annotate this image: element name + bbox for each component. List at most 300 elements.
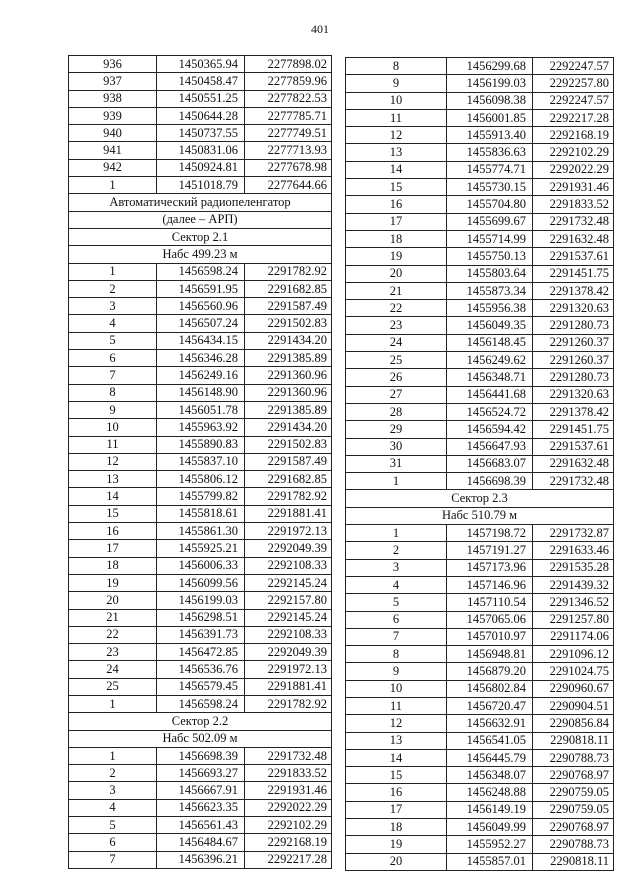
point-number-cell: 20 [346, 853, 447, 870]
y-coordinate-cell: 2291280.73 [533, 369, 614, 386]
y-coordinate-cell: 2290818.11 [533, 732, 614, 749]
x-coordinate-cell: 1450924.81 [157, 159, 245, 176]
y-coordinate-cell: 2292145.24 [245, 609, 332, 626]
point-number-cell: 24 [69, 661, 157, 678]
x-coordinate-cell: 1456667.91 [157, 782, 245, 799]
point-number-cell: 7 [346, 628, 447, 645]
point-number-cell: 21 [346, 282, 447, 299]
x-coordinate-cell: 1456199.03 [447, 75, 533, 92]
y-coordinate-cell: 2291385.89 [245, 401, 332, 418]
point-number-cell: 6 [346, 611, 447, 628]
x-coordinate-cell: 1456391.73 [157, 626, 245, 643]
y-coordinate-cell: 2291502.83 [245, 315, 332, 332]
y-coordinate-cell: 2292217.28 [533, 109, 614, 126]
point-number-cell: 8 [346, 646, 447, 663]
y-coordinate-cell: 2291632.48 [533, 455, 614, 472]
section-heading: Сектор 2.2 [69, 713, 332, 730]
table-row [69, 125, 332, 142]
table-row [69, 505, 332, 522]
x-coordinate-cell: 1456346.28 [157, 350, 245, 367]
table-row [69, 142, 332, 159]
table-row [346, 455, 614, 472]
table-row [346, 213, 614, 230]
point-number-cell: 5 [346, 594, 447, 611]
point-number-cell: 2 [346, 542, 447, 559]
table-row [346, 282, 614, 299]
y-coordinate-cell: 2290759.05 [533, 801, 614, 818]
table-row [346, 732, 614, 749]
x-coordinate-cell: 1456536.76 [157, 661, 245, 678]
section-heading-row [346, 490, 614, 507]
y-coordinate-cell: 2291385.89 [245, 350, 332, 367]
point-number-cell: 939 [69, 107, 157, 124]
table-row [346, 680, 614, 697]
x-coordinate-cell: 1456249.62 [447, 352, 533, 369]
table-row [346, 127, 614, 144]
table-row [346, 784, 614, 801]
point-number-cell: 1 [69, 747, 157, 764]
y-coordinate-cell: 2292102.29 [533, 144, 614, 161]
y-coordinate-cell: 2292049.39 [245, 540, 332, 557]
y-coordinate-cell: 2291257.80 [533, 611, 614, 628]
point-number-cell: 1 [69, 263, 157, 280]
x-coordinate-cell: 1456348.07 [447, 767, 533, 784]
table-row [346, 611, 614, 628]
x-coordinate-cell: 1456006.33 [157, 557, 245, 574]
x-coordinate-cell: 1456299.68 [447, 58, 533, 75]
x-coordinate-cell: 1456199.03 [157, 592, 245, 609]
point-number-cell: 3 [346, 559, 447, 576]
y-coordinate-cell: 2290856.84 [533, 715, 614, 732]
y-coordinate-cell: 2292102.29 [245, 817, 332, 834]
point-number-cell: 19 [69, 574, 157, 591]
section-heading: Набс 502.09 м [69, 730, 332, 747]
x-coordinate-cell: 1450644.28 [157, 107, 245, 124]
x-coordinate-cell: 1456632.91 [447, 715, 533, 732]
y-coordinate-cell: 2277678.98 [245, 159, 332, 176]
x-coordinate-cell: 1456298.51 [157, 609, 245, 626]
table-row [346, 438, 614, 455]
point-number-cell: 26 [346, 369, 447, 386]
x-coordinate-cell: 1450458.47 [157, 73, 245, 90]
point-number-cell: 8 [69, 384, 157, 401]
y-coordinate-cell: 2277859.96 [245, 73, 332, 90]
section-heading-row [69, 713, 332, 730]
y-coordinate-cell: 2291451.75 [533, 265, 614, 282]
x-coordinate-cell: 1456541.05 [447, 732, 533, 749]
point-number-cell: 938 [69, 90, 157, 107]
y-coordinate-cell: 2292247.57 [533, 92, 614, 109]
point-number-cell: 10 [346, 92, 447, 109]
point-number-cell: 2 [69, 280, 157, 297]
y-coordinate-cell: 2291502.83 [245, 436, 332, 453]
y-coordinate-cell: 2291434.20 [245, 332, 332, 349]
x-coordinate-cell: 1455857.01 [447, 853, 533, 870]
point-number-cell: 17 [346, 801, 447, 818]
point-number-cell: 8 [346, 58, 447, 75]
x-coordinate-cell: 1455704.80 [447, 196, 533, 213]
point-number-cell: 942 [69, 159, 157, 176]
table-row [346, 386, 614, 403]
point-number-cell: 21 [69, 609, 157, 626]
x-coordinate-cell: 1456248.88 [447, 784, 533, 801]
table-row [69, 817, 332, 834]
x-coordinate-cell: 1456598.24 [157, 695, 245, 712]
y-coordinate-cell: 2277713.93 [245, 142, 332, 159]
x-coordinate-cell: 1456148.90 [157, 384, 245, 401]
point-number-cell: 17 [69, 540, 157, 557]
section-heading: (далее – АРП) [69, 211, 332, 228]
y-coordinate-cell: 2292022.29 [245, 799, 332, 816]
y-coordinate-cell: 2292049.39 [245, 644, 332, 661]
x-coordinate-cell: 1456647.93 [447, 438, 533, 455]
table-row [346, 196, 614, 213]
table-row [69, 851, 332, 868]
point-number-cell: 18 [346, 230, 447, 247]
x-coordinate-cell: 1456948.81 [447, 646, 533, 663]
x-coordinate-cell: 1457198.72 [447, 525, 533, 542]
point-number-cell: 22 [346, 300, 447, 317]
x-coordinate-cell: 1456099.56 [157, 574, 245, 591]
coordinates-table-left [68, 55, 332, 869]
x-coordinate-cell: 1455925.21 [157, 540, 245, 557]
point-number-cell: 6 [69, 350, 157, 367]
point-number-cell: 4 [69, 799, 157, 816]
point-number-cell: 1 [69, 695, 157, 712]
x-coordinate-cell: 1456149.19 [447, 801, 533, 818]
point-number-cell: 3 [69, 782, 157, 799]
x-coordinate-cell: 1456249.16 [157, 367, 245, 384]
x-coordinate-cell: 1457146.96 [447, 576, 533, 593]
table-row [69, 661, 332, 678]
table-row [346, 265, 614, 282]
point-number-cell: 15 [69, 505, 157, 522]
table-row [69, 384, 332, 401]
x-coordinate-cell: 1455818.61 [157, 505, 245, 522]
point-number-cell: 23 [346, 317, 447, 334]
table-row [69, 609, 332, 626]
y-coordinate-cell: 2290768.97 [533, 819, 614, 836]
y-coordinate-cell: 2292168.19 [245, 834, 332, 851]
y-coordinate-cell: 2290759.05 [533, 784, 614, 801]
y-coordinate-cell: 2290904.51 [533, 697, 614, 714]
table-row [69, 557, 332, 574]
x-coordinate-cell: 1450831.06 [157, 142, 245, 159]
y-coordinate-cell: 2290788.73 [533, 749, 614, 766]
table-row [69, 644, 332, 661]
x-coordinate-cell: 1456098.38 [447, 92, 533, 109]
x-coordinate-cell: 1455750.13 [447, 248, 533, 265]
table-row [346, 628, 614, 645]
x-coordinate-cell: 1456445.79 [447, 749, 533, 766]
x-coordinate-cell: 1456441.68 [447, 386, 533, 403]
point-number-cell: 17 [346, 213, 447, 230]
page-number: 401 [311, 22, 329, 36]
x-coordinate-cell: 1456720.47 [447, 697, 533, 714]
point-number-cell: 7 [69, 851, 157, 868]
y-coordinate-cell: 2277785.71 [245, 107, 332, 124]
table-row [346, 853, 614, 870]
table-row [69, 350, 332, 367]
table-row [346, 715, 614, 732]
point-number-cell: 16 [69, 523, 157, 540]
table-row [69, 765, 332, 782]
table-row [69, 782, 332, 799]
table-row [69, 159, 332, 176]
table-row [69, 298, 332, 315]
point-number-cell: 11 [346, 697, 447, 714]
y-coordinate-cell: 2291587.49 [245, 298, 332, 315]
point-number-cell: 14 [346, 161, 447, 178]
point-number-cell: 31 [346, 455, 447, 472]
table-row [346, 525, 614, 542]
x-coordinate-cell: 1456560.96 [157, 298, 245, 315]
x-coordinate-cell: 1456001.85 [447, 109, 533, 126]
table-row [69, 90, 332, 107]
point-number-cell: 7 [69, 367, 157, 384]
section-heading-row [69, 228, 332, 245]
table-row [69, 592, 332, 609]
point-number-cell: 12 [346, 127, 447, 144]
x-coordinate-cell: 1455799.82 [157, 488, 245, 505]
y-coordinate-cell: 2292145.24 [245, 574, 332, 591]
point-number-cell: 1 [346, 473, 447, 490]
x-coordinate-cell: 1457010.97 [447, 628, 533, 645]
table-row [346, 317, 614, 334]
y-coordinate-cell: 2291682.85 [245, 280, 332, 297]
point-number-cell: 18 [69, 557, 157, 574]
y-coordinate-cell: 2277644.66 [245, 177, 332, 194]
table-row [346, 697, 614, 714]
point-number-cell: 12 [69, 453, 157, 470]
coordinates-table-left-body [69, 56, 332, 869]
x-coordinate-cell: 1455774.71 [447, 161, 533, 178]
y-coordinate-cell: 2291972.13 [245, 523, 332, 540]
y-coordinate-cell: 2277898.02 [245, 56, 332, 73]
table-row [346, 352, 614, 369]
table-row [69, 73, 332, 90]
y-coordinate-cell: 2291732.48 [245, 747, 332, 764]
y-coordinate-cell: 2291881.41 [245, 678, 332, 695]
section-heading: Набс 510.79 м [346, 507, 614, 524]
table-row [69, 574, 332, 591]
table-row [346, 75, 614, 92]
y-coordinate-cell: 2291451.75 [533, 421, 614, 438]
table-row [346, 230, 614, 247]
point-number-cell: 941 [69, 142, 157, 159]
table-row [69, 107, 332, 124]
y-coordinate-cell: 2291633.46 [533, 542, 614, 559]
y-coordinate-cell: 2291587.49 [245, 453, 332, 470]
table-row [69, 280, 332, 297]
point-number-cell: 25 [69, 678, 157, 695]
table-row [69, 315, 332, 332]
y-coordinate-cell: 2291682.85 [245, 471, 332, 488]
table-row [346, 576, 614, 593]
point-number-cell: 28 [346, 403, 447, 420]
section-heading: Сектор 2.3 [346, 490, 614, 507]
table-row [69, 523, 332, 540]
y-coordinate-cell: 2291434.20 [245, 419, 332, 436]
x-coordinate-cell: 1456049.99 [447, 819, 533, 836]
y-coordinate-cell: 2291320.63 [533, 300, 614, 317]
x-coordinate-cell: 1455699.67 [447, 213, 533, 230]
point-number-cell: 9 [346, 663, 447, 680]
y-coordinate-cell: 2291174.06 [533, 628, 614, 645]
y-coordinate-cell: 2291537.61 [533, 248, 614, 265]
y-coordinate-cell: 2291346.52 [533, 594, 614, 611]
y-coordinate-cell: 2291378.42 [533, 282, 614, 299]
table-row [346, 300, 614, 317]
table-row [346, 248, 614, 265]
section-heading-row [69, 246, 332, 263]
y-coordinate-cell: 2291972.13 [245, 661, 332, 678]
x-coordinate-cell: 1456698.39 [447, 473, 533, 490]
y-coordinate-cell: 2277822.53 [245, 90, 332, 107]
y-coordinate-cell: 2291535.28 [533, 559, 614, 576]
x-coordinate-cell: 1455803.64 [447, 265, 533, 282]
x-coordinate-cell: 1456049.35 [447, 317, 533, 334]
x-coordinate-cell: 1450737.55 [157, 125, 245, 142]
y-coordinate-cell: 2290788.73 [533, 836, 614, 853]
point-number-cell: 5 [69, 332, 157, 349]
point-number-cell: 10 [346, 680, 447, 697]
x-coordinate-cell: 1456348.71 [447, 369, 533, 386]
table-row [346, 334, 614, 351]
x-coordinate-cell: 1455836.63 [447, 144, 533, 161]
x-coordinate-cell: 1450365.94 [157, 56, 245, 73]
section-heading: Сектор 2.1 [69, 228, 332, 245]
table-row [69, 332, 332, 349]
section-heading-row [69, 211, 332, 228]
point-number-cell: 14 [346, 749, 447, 766]
table-row [69, 834, 332, 851]
y-coordinate-cell: 2291782.92 [245, 695, 332, 712]
table-row [346, 767, 614, 784]
y-coordinate-cell: 2292108.33 [245, 626, 332, 643]
point-number-cell: 9 [346, 75, 447, 92]
coordinates-table-right [345, 57, 614, 871]
y-coordinate-cell: 2291732.48 [533, 213, 614, 230]
point-number-cell: 15 [346, 767, 447, 784]
x-coordinate-cell: 1456434.15 [157, 332, 245, 349]
point-number-cell: 15 [346, 179, 447, 196]
table-row [69, 678, 332, 695]
x-coordinate-cell: 1455837.10 [157, 453, 245, 470]
point-number-cell: 1 [346, 525, 447, 542]
y-coordinate-cell: 2291732.87 [533, 525, 614, 542]
x-coordinate-cell: 1456879.20 [447, 663, 533, 680]
point-number-cell: 937 [69, 73, 157, 90]
table-row [69, 747, 332, 764]
table-row [69, 56, 332, 73]
point-number-cell: 11 [346, 109, 447, 126]
table-row [346, 663, 614, 680]
y-coordinate-cell: 2291439.32 [533, 576, 614, 593]
section-heading: Набс 499.23 м [69, 246, 332, 263]
table-row [346, 819, 614, 836]
x-coordinate-cell: 1455714.99 [447, 230, 533, 247]
y-coordinate-cell: 2292217.28 [245, 851, 332, 868]
point-number-cell: 13 [69, 471, 157, 488]
x-coordinate-cell: 1456524.72 [447, 403, 533, 420]
point-number-cell: 18 [346, 819, 447, 836]
x-coordinate-cell: 1450551.25 [157, 90, 245, 107]
table-row [69, 401, 332, 418]
x-coordinate-cell: 1456148.45 [447, 334, 533, 351]
y-coordinate-cell: 2291360.96 [245, 384, 332, 401]
table-row [69, 799, 332, 816]
point-number-cell: 4 [69, 315, 157, 332]
table-row [346, 58, 614, 75]
point-number-cell: 1 [69, 177, 157, 194]
table-row [346, 559, 614, 576]
table-row [69, 436, 332, 453]
y-coordinate-cell: 2291632.48 [533, 230, 614, 247]
y-coordinate-cell: 2291096.12 [533, 646, 614, 663]
y-coordinate-cell: 2292257.80 [533, 75, 614, 92]
x-coordinate-cell: 1456507.24 [157, 315, 245, 332]
table-row [346, 179, 614, 196]
y-coordinate-cell: 2291782.92 [245, 263, 332, 280]
point-number-cell: 4 [346, 576, 447, 593]
point-number-cell: 19 [346, 248, 447, 265]
y-coordinate-cell: 2292022.29 [533, 161, 614, 178]
x-coordinate-cell: 1455963.92 [157, 419, 245, 436]
y-coordinate-cell: 2291881.41 [245, 505, 332, 522]
x-coordinate-cell: 1456484.67 [157, 834, 245, 851]
y-coordinate-cell: 2291931.46 [533, 179, 614, 196]
y-coordinate-cell: 2291260.37 [533, 334, 614, 351]
y-coordinate-cell: 2277749.51 [245, 125, 332, 142]
x-coordinate-cell: 1457065.06 [447, 611, 533, 628]
point-number-cell: 16 [346, 784, 447, 801]
x-coordinate-cell: 1456598.24 [157, 263, 245, 280]
x-coordinate-cell: 1455890.83 [157, 436, 245, 453]
table-row [346, 369, 614, 386]
point-number-cell: 2 [69, 765, 157, 782]
table-row [346, 801, 614, 818]
x-coordinate-cell: 1456579.45 [157, 678, 245, 695]
section-heading: Автоматический радиопеленгатор [69, 194, 332, 211]
table-row [346, 542, 614, 559]
point-number-cell: 936 [69, 56, 157, 73]
table-row [346, 109, 614, 126]
y-coordinate-cell: 2290768.97 [533, 767, 614, 784]
point-number-cell: 29 [346, 421, 447, 438]
table-row [69, 177, 332, 194]
point-number-cell: 3 [69, 298, 157, 315]
x-coordinate-cell: 1457191.27 [447, 542, 533, 559]
point-number-cell: 11 [69, 436, 157, 453]
y-coordinate-cell: 2291537.61 [533, 438, 614, 455]
x-coordinate-cell: 1456623.35 [157, 799, 245, 816]
table-row [69, 263, 332, 280]
x-coordinate-cell: 1455806.12 [157, 471, 245, 488]
y-coordinate-cell: 2291260.37 [533, 352, 614, 369]
point-number-cell: 12 [346, 715, 447, 732]
table-row [346, 473, 614, 490]
point-number-cell: 22 [69, 626, 157, 643]
x-coordinate-cell: 1455952.27 [447, 836, 533, 853]
table-row [346, 421, 614, 438]
x-coordinate-cell: 1456698.39 [157, 747, 245, 764]
x-coordinate-cell: 1456594.42 [447, 421, 533, 438]
table-row [346, 144, 614, 161]
x-coordinate-cell: 1456051.78 [157, 401, 245, 418]
section-heading-row [69, 194, 332, 211]
y-coordinate-cell: 2291931.46 [245, 782, 332, 799]
